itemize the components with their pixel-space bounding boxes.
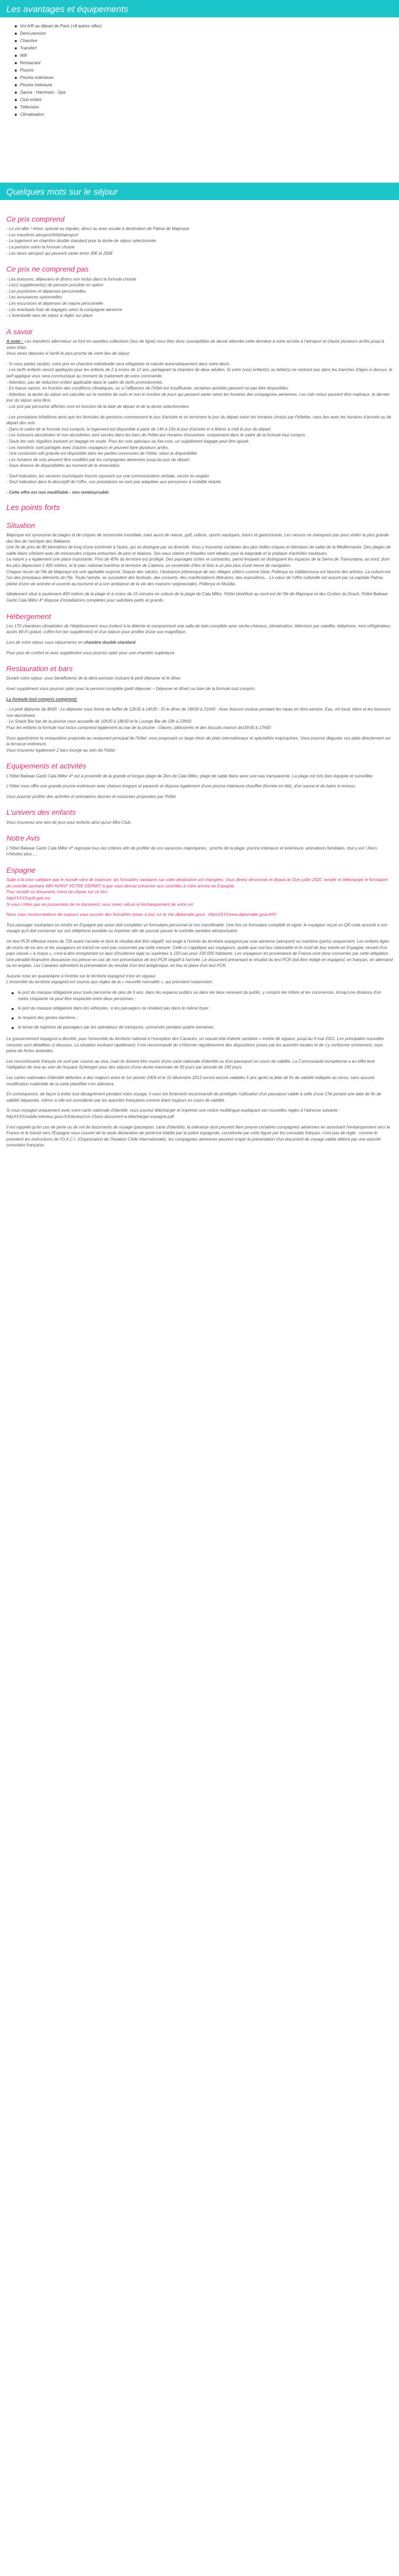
- advantage-item: Wifi: [15, 52, 399, 59]
- tout-compris-heading: La formule tout compris comprend:: [6, 696, 78, 702]
- restauration-text-1: Durant votre séjour, vous bénéficierez de la demi-pension incluant le petit déjeuner et le dîner.: [6, 676, 182, 681]
- espagne-list-item: le port du masque obligatoire pour toute personne de plus de 6 ans, dans les espaces publics ou dans les lieux recevant du public, y compris les hôtels et les commerces, lorsqu'une distance d'un mètre cinquante ne peut être respectée entre deux personnes ;: [6, 990, 393, 1002]
- hebergement-text-1: Les 170 chambres climatisées de l'établissement vous invitent à la détente et comprennent une salle de bain complète avec sèche-cheveux, climatisation, télévision par satellite, téléphone, mini-réfrigérateur, accès Wi-Fi gratuit, coffre-fort (en supplément) et d'un balcon pour profiter d'une vue magnifique.: [6, 623, 391, 635]
- espagne-text-8: Les cartes nationales d'identité délivrées à des majeurs entre le 1er janvier 2004 et le 31 décembre 2013 seront encore valables 5 ans après la date de fin de validité indiquée au verso, sans aucune modification matérielle de la carte plastifiée n'en attestera.: [6, 1075, 375, 1086]
- equipements-text-3: Vous pourrez profiter des activités et animations diurnes et nocturnes proposées par l'hôtel: [6, 794, 176, 799]
- equipements-heading: Equipements et activités: [6, 762, 86, 771]
- advantage-item: Vol A/R au départ de Paris (+8 autres villes): [15, 23, 399, 30]
- advantage-item: Piscine intérieure: [15, 82, 399, 89]
- hebergement-text-2: Lors de votre séjour vous séjournerez en chambre double standard.: [6, 640, 137, 645]
- advantage-item: Club enfant: [15, 96, 399, 104]
- compris-heading: Ce prix comprend: [6, 215, 65, 223]
- espagne-list: [6, 990, 393, 1031]
- espagne-text-2: Nous vous recommandons de toujours vous assurer des formalités mises à jour sur le site diplomatie.gouv : httpsXXXXwww.diplomatie.gouv.fr/fr/: [6, 912, 277, 917]
- espagne-heading: Espagne: [6, 865, 36, 874]
- espagne-text-6: Le gouvernement espagnol a décrété, pour l'ensemble du territoire national à l'exception des Canaries, un nouvel état d'alerte sanitaire » entrée de vigueur, jusqu'au 9 mai 2021. Les principales nouvelles mesures sont détaillées ci-dessous. La situation évoluant rapidement, il est recommandé de s'informer régulièrement des dispositions prises par les autorités locales et de s'y conformer strictement, sous peine de fortes amendes.: [6, 1036, 384, 1054]
- advantage-item: Climatisation: [15, 111, 399, 118]
- hebergement-text-3: Pour plus de confort et avec supplément vous pourrez opter pour une chambre supérieure.: [6, 650, 176, 655]
- equipements-text-2: L'Hôtel vous offre une grande piscine extérieure avec chaises longues et parasols et dispose également d'une piscine intérieure chauffée (fermée en été), d'un sauna et de bains à remous.: [6, 784, 356, 789]
- espagne-text-5: Aucune mise en quarantaine à l'entrée sur le territoire espagnol n'est en vigueur. L'ensemble du territoire espagnol est soumis aux règles de la « nouvelle normalité », qui prévoient notamment :: [6, 973, 214, 985]
- situation-text-1: Majorque est synonyme de plages et de criques de renommée mondiale, mais aussi de nature, golf, culture, sports nautiques, loisirs et gastronomie. Les raisons ne manquent pas pour visiter la plus grande des îles de l'archipel des Baléares. Une île de près de 80 kilomètres de long d'une extrémité à l'autre, qui se distingue par sa diversité. Vous y trouverez certaines des plus belles criques et étendues de sable de la Méditerranée. Des plages de sable blanc côtoient avec de minuscules criques entourées de pins et falaises. Ses eaux claires et limpides sont idéales pour la baignade et la pratique d'activités nautiques. La nature y a également une place importante. Près de 40% du territoire est protégé. Des paysages riches et contrastés, parmi lesquels se distinguent les espaces de la Sierra de Tramuntana, au nord, dont les pics dépassent 1 400 mètres, et le parc national maritime et terrestre de Cabrera, un ensemble d'îles et îlots à un peu plus d'une heure de navigation. Chaque recoin de l'île de Majorque est une agréable surprise. Depuis des siècles, l'ambiance pittoresque de ses villages côtiers comme Deià, Pollença ou Valldemossa ont fasciné des artistes. La culture est l'un des principaux éléments de l'île. Toute l'année, se succèdent des festivals, des concerts, des manifestations littéraires, des expositions... Le cœur de l'offre culturelle est assuré par sa capitale Palma, pleine d'une vie animée et ouverte au tourisme et à son ambiance de la vie des maisons seigneuriales, Pollença et Alcúdia.: [6, 532, 391, 586]
- savoir-text-2: - Si vous partez seul(e), votre prix en chambre individuelle sera obligatoire et calculé automatiquement dans votre devis. - Les tarifs enfants seront appliqués pour les enfants de 2 à moins de 12 ans, partageant la chambre de deux adultes. Si votre (vos) enfant(s) ou bébé(s) ne rentrent pas dans les tranches d'âges ci-dessus, le tarif appliqué vous sera communiqué au moment du traitement de votre commande. - Attention, pas de réduction enfant applicable dans le cadre de tarifs promotionnels. - En basse saison, en fonction des conditions climatiques, ou si l'affluence de l'hôtel est insuffisante, certaines activités peuvent ne pas être disponibles. - Attention, la durée du séjour est calculée sur le nombre de nuits et non le nombre de jours qui peuvent varier selon les horaires des compagnies aériennes. Les vols retour peuvent être matinaux, le dernier jour du séjour sera libre. - Les prix par personne affichés sont en fonction de la date de départ et de la durée sélectionnées.: [6, 361, 393, 409]
- advantage-item: Demi-pension: [15, 30, 399, 37]
- points-forts-heading: Les points forts: [6, 503, 60, 512]
- advantages-list: [0, 17, 399, 125]
- savoir-text-5: - Cette offre est non modifiable - non remboursable: [6, 490, 109, 495]
- espagne-list-item: le port du masque obligatoire dans les véhicules, si les passagers ne résident pas dans le même foyer ;: [6, 1005, 393, 1012]
- espagne-list-item: le respect des gestes barrières ;: [6, 1015, 393, 1021]
- advantage-item: Transfert: [15, 45, 399, 52]
- restauration-text-4: Vous apprécierez la restauration proposée au restaurant principal de l'hôtel, vous proposant un large choix de plats internationaux et spécialités majorquines. Vous pourrez déguster vos plats directement sur la terrasse extérieure. Vous trouverez également 2 bars lounge au sein de l'hôtel.: [6, 735, 391, 753]
- advantages-banner: Les avantages et équipements: [0, 0, 399, 17]
- restauration-text-3: - Le petit déjeuner de 8h00 - Le déjeuner sous forme de buffet de 12h30 à 14h30 - Et le dîner de 18h30 à 21h00 - Avec boisson incluse pendant les repas en libre-service. Eau, vin local, bière et les boissons non alcoolisées - Le Snack Bar bar de la piscine vous accueille de 10h30 à 18h30 et le Lounge Bar de 19h à 23h00 Pour les enfants la formule tout inclus comprend également au bar de la piscine : Glaces, pâtisseries et des biscuits maison de15h30 à 17h00: [6, 707, 391, 731]
- savoir-text-3: - Les prestations hôtelières ainsi que les formules de pensions commencent le jour d'arrivée et se terminent le jour du départ selon les horaires choisis par l'hôtelier, sans lien avec les horaires d'arrivée ou de départ des vols. - Dans le cadre de la formule tout compris, le logement est disponible à partir de 14h à 15h le jour d'arrivée et à libérer à midi le jour du départ. - Les boissons alcoolisées et non alcoolisées sont servies dans les bars de l'hôtel aux horaires d'ouverture, uniquement dans le cadre de la formule tout compris. - Seuls les vols réguliers incluent un bagage en soute. Pour les vols spéciaux ou low-cost, un supplément bagage peut être ajouté. - Les transferts sont partagés avec d'autres voyageurs et peuvent faire plusieurs arrêts. - Une connexion wifi gratuite est disponible dans les parties communes de l'hôtel, selon la disponibilité. - Les horaires de vols peuvent être modifiés par les compagnies aériennes jusqu'au jour du départ. - Sous réserve de disponibilités au moment de la réservation.: [6, 414, 392, 468]
- espagne-text-3: Tout passager souhaitant se rendre en Espagne par avion doit compléter un formulaire personnel et non transférable. Une fois ce formulaire complété et signé, le voyageur reçoit un QR code associé à son voyage qu'il doit conserver sur son téléphone portable ou imprimer afin de pouvoir passer le contrôle sanitaire aéroportuaire.: [6, 922, 388, 934]
- advantage-item: Sauna - Hammam - Spa: [15, 89, 399, 96]
- espagne-text-9: En conséquence, de façon à éviter tout désagrément pendant votre voyage, il vous est fortement recommandé de privilégier l'utilisation d'un passeport valide à celle d'une CNI portant une date de fin de validité dépassée, même si elle est considérée par les autorités françaises comme étant toujours en cours de validité.: [6, 1092, 382, 1103]
- espagne-text-7: Les ressortissants français ne sont pas soumis au visa, mais ils doivent être munis d'une carte nationale d'identité ou d'un passeport en cours de validité. La Communauté européenne a en effet levé l'obligation de visa au sein de l'espace Schengen pour des séjours d'une durée maximale de 90 jours par période de 180 jours.: [6, 1059, 375, 1070]
- savoir-text-1: A noter : Les transferts aller/retour se font en navettes collectives (bus de ligne) vous êtes donc susceptibles de devoir attendre cette dernière à votre arrivée à l'aéroport et d'avoir plusieurs arrêts jusqu'à votre hôtel. Vous serez déposés à l'arrêt le plus proche de votre lieu de séjour.: [6, 339, 384, 356]
- espagne-text-1: Suite à la crise sanitaire que le monde vient de traverser, les formalités sanitaires sur votre destination ont changées. Vous devez désormais et depuis le 01er juillet 2020, remplir et télécharger le formulaire de contrôle sanitaire 48H AVANT VOTRE DEPART à que vous devrez présenter aux contrôles à votre arrivée en Espagne. Pour remplir ce document, merci de cliquer sur ce lien : httpXXXXXspth.gob.es/ Si vous n'êtes pas en possession de ce document, vous serez refusé à l'embarquement de votre vol.: [6, 877, 388, 907]
- advantage-item: Piscine: [15, 67, 399, 74]
- savoir-text-4: - Seuf indication, les services touristiques fournis reposent sur une communication verbale, seront en anglais - Seuf indication dans le descriptif de l'offre, nos prestations ne sont pas adaptées aux personnes à mobilité réduite.: [6, 473, 222, 485]
- ne-compris-heading: Ce prix ne comprend pas: [6, 265, 89, 274]
- advantage-item: Piscine extérieure: [15, 74, 399, 82]
- univers-enfants-text: Vous trouverez une aire de jeux pour enfants ainsi qu'un Mini-Club.: [6, 820, 132, 825]
- sejour-banner: Quelques mots sur le séjour: [0, 183, 399, 200]
- situation-heading: Situation: [6, 521, 35, 530]
- notre-avis-text: L'Hôtel Baleaar Garbí Cala Millor 4* regroupe tous les critères afin de profiter de vos vacances majorquines : proche de la plage, piscine intérieure et extérieure, animations familiales, tout y est ! Alors n'hésitez plus.....: [6, 845, 377, 857]
- restauration-heading: Restauration et bars: [6, 664, 73, 673]
- ne-compris-text: - Les boissons, déjeuners et dîners non inclus dans la formule choisie - Le(s) supplément(s) de pension possible en option - Les pourboires et dépenses personnelles - Les assurances optionnelles - Les excursions et dépenses de nature personnelle - Les éventuels frais de bagages selon la compagnie aérienne - L'éventuelle taxe de séjour à régler sur place: [6, 276, 136, 318]
- situation-text-2: Idéalement situé à seulement 400 mètres de la plage et à moins de 15 minutes en voiture de la plage de Cala Millor, l'hôtel bénéficie au nord-est de l'île de Majorque et des Grottes du Drach, l'hôtel Baleaar Garbí Cala Millor 4* dispose d'installations complètes pour satisfaire petits et grands.: [6, 592, 388, 603]
- espagne-list-item: la tenue de registres de passagers par les opérateurs de transports, conservés pendant quatre semaines.: [6, 1024, 393, 1031]
- savoir-heading: A savoir: [6, 327, 33, 336]
- univers-enfants-heading: L'univers des enfants: [6, 808, 76, 817]
- advantage-item: Chambre: [15, 37, 399, 45]
- advantage-item: Restaurant: [15, 59, 399, 67]
- sejour-content: [0, 200, 399, 1149]
- advantage-item: Télévision: [15, 104, 399, 111]
- equipements-text-1: L'Hôtel Baleaar Garbí Cala Millor 4* est à proximité de la grande et longue plage de 2km de Cala Millor, plage de sable blanc avec une eau transparente. La plage est très bien équipée et surveillée.: [6, 773, 374, 778]
- compris-text: - Le vol aller / retour spécial ou régulier, direct ou avec escale à destination de Palma de Majorque - Les transferts aéroport/hôtel/aéroport - Le logement en chambre double standard pour la durée de séjour sélectionnée - La pension selon la formule choisie - Les taxes aéroport qui peuvent varier entre 30€ et 200€: [6, 226, 189, 256]
- restauration-text-2: Avec supplément vous pourrez opter pour la pension complète (petit déjeuner – Déjeuner et dîner) ou bien de la formule tout compris.: [6, 686, 256, 692]
- hebergement-heading: Hébergement: [6, 612, 51, 621]
- espagne-text-10: Si vous voyagez uniquement avec votre carte nationale d'identité, vous pouvez télécharger et imprimer une notice multilingue expliquant ces nouvelles règles à l'adresse suivante : httpXXXXmobile.interieur.gouv.fr/Interieur/cni-15ans-document-a-telecharger-espagne.pdf.: [6, 1108, 341, 1119]
- espagne-text-4: Un test PCR effectué moins de 72h avant l'arrivée et dont le résultat doit être négatif, est exigé à l'entrée du territoire espagnol par voie aérienne (aéroport) ou maritime (ports) uniquement. Les enfants âgés de moins de six ans et les voyageurs en transit ne sont pas concernés par cette mesure. Celle-ci s'applique aux voyageurs, quelle que soit leur nationalité et le motif de leur entrée en Espagne, venant d'un pays classé « à risque », c'est-à-dire enregistrant un taux d'incidence égal ou supérieur à 150 cas pour 100 000 habitants. Les voyageurs en provenance de France sont donc concernés par cette obligation. Une pénalité financière dissuasive est prévue en cas de non présentation de test PCR négatif à l'arrivée. Le document présentant le résultat du test PCR doit être rédigé en espagnol, en français, en allemand ou en anglais. Les Canaries admettent la présentation du résultat d'un test antigénique, en lieu et place d'un test PCR.: [6, 938, 393, 969]
- espagne-text-11: Il est rappelé qu'en cas de perte ou de vol de documents de voyage (passeport, carte d'identité), la tolérance dont peuvent faire preuve certaines compagnies aériennes en autorisant l'embarquement vers la France et le transit vers l'Espagne sous couvert de la seule déclaration de perte/vol établie par la police espagnole, corroborée par cette figure par les consulats français, n'est pas de règle : comme le prévoient les instructions de l'O.A.C.I. (Organisation de l'Aviation Civile Internationale), les compagnies aériennes peuvent exiger la présentation d'un document de voyage valide délivré par une autorité consulaire française.: [6, 1124, 390, 1148]
- notre-avis-heading: Notre Avis: [6, 834, 40, 843]
